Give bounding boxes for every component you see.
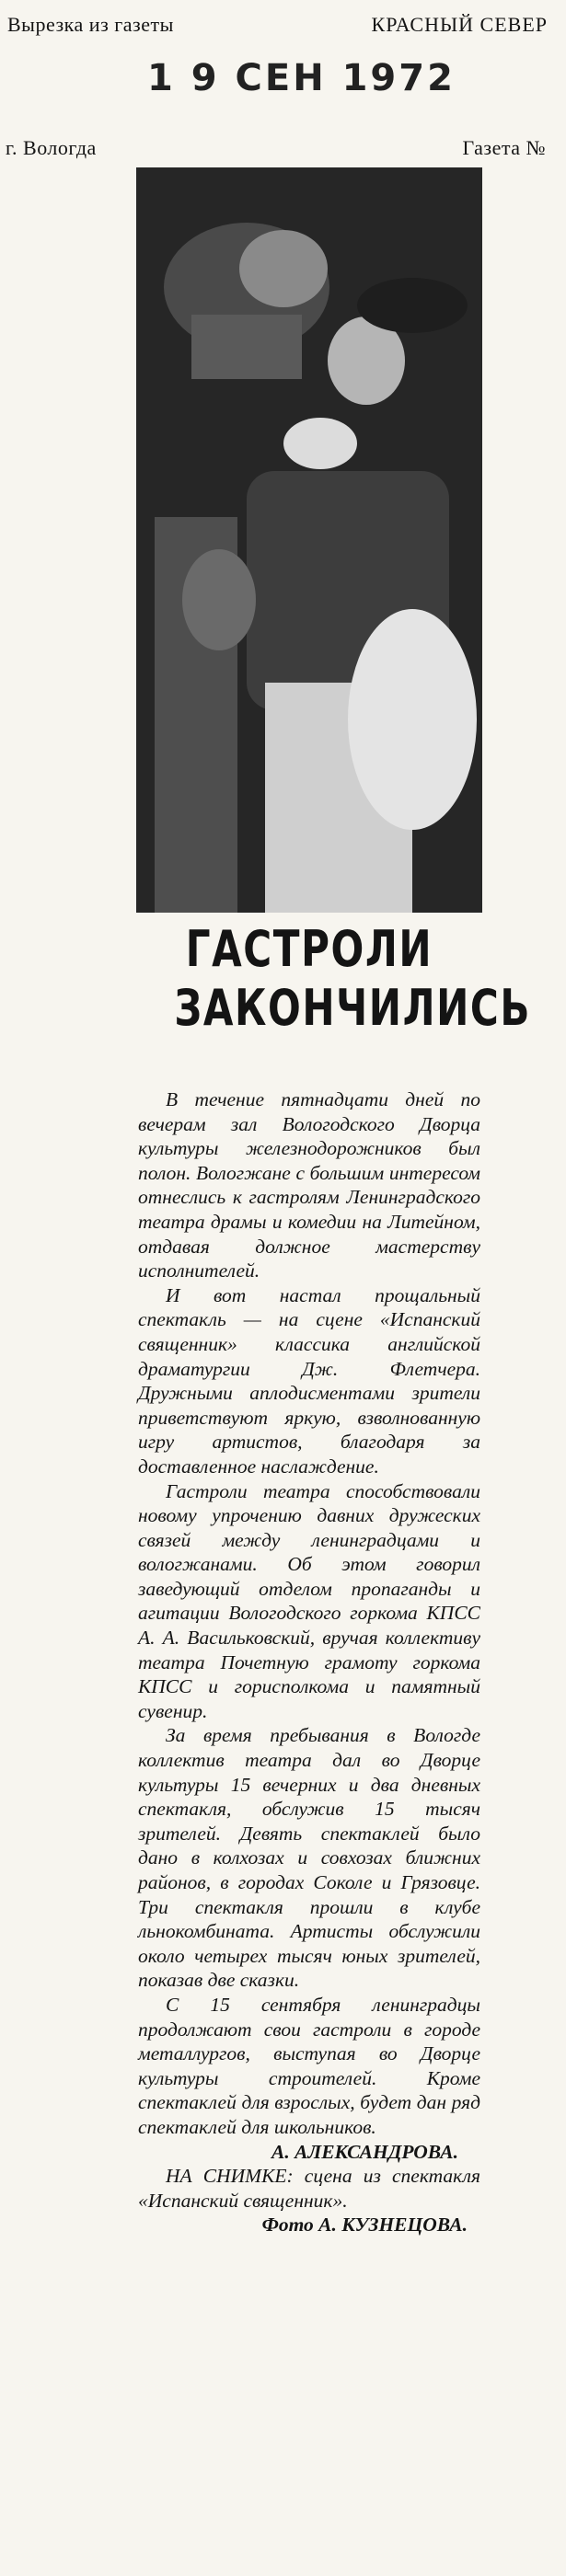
newspaper-name: КРАСНЫЙ СЕВЕР: [371, 13, 548, 36]
issue-label: Газета №: [462, 136, 546, 159]
article-paragraph: И вот настал прощальный спектакль — на сцене «Испанский священник» классика английской драматургии Дж. Флетчера. Дружными аплодисментами зрители приветствуют яркую, взволнованную игру артистов, благодаря за доставленное наслаждение.: [138, 1283, 480, 1478]
article-headline: [174, 920, 532, 1038]
photo-scene-image: [136, 167, 482, 913]
city-label: г. Вологда: [6, 136, 97, 159]
photo-credit: Фото А. КУЗНЕЦОВА.: [261, 2214, 468, 2237]
article-paragraph: Гастроли театра способствовали новому упрочению давних дружеских связей между ленинградцами и вологжанами. Об этом говорил заведующий отделом пропаганды и агитации Вологодского горкома КПСС А. А. Васильковский, вручая коллективу театра Почетную грамоту горкома КПСС и горисполкома и памятный сувенир.: [138, 1479, 480, 1722]
article-photo: [136, 167, 482, 913]
headline-line-1: ГАСТРОЛИ: [185, 920, 433, 978]
photo-caption: НА СНИМКЕ: сцена из спектакля «Испанский священник».: [138, 2165, 480, 2212]
article-paragraph: За время пребывания в Вологде коллектив театра дал во Дворце культуры 15 вечерних и два дневных спектакля, обслужив 15 тысяч зрителей. Девять спектаклей было дано в колхозах и совхозах ближних районов, в городах Соколе и Грязовце. Три спектакля прошли в клубе льнокомбината. Артисты обслужили около четырех тысяч юных зрителей, показав две сказки.: [138, 1724, 480, 1992]
headline-line-2: ЗАКОНЧИЛИСЬ: [174, 979, 532, 1037]
article-body: [138, 1087, 480, 2237]
clipping-label: Вырезка из газеты: [7, 13, 174, 36]
article-paragraph: С 15 сентября ленинградцы продолжают свои гастроли в городе металлургов, выступая во Дворце культуры строителей. Кроме спектаклей для взрослых, будет дан ряд спектаклей для школьников.: [138, 1993, 480, 2138]
date-stamp: 1 9 СЕН 1972: [147, 57, 456, 99]
article-author: А. АЛЕКСАНДРОВА.: [271, 2140, 458, 2163]
article-paragraph: В течение пятнадцати дней по вечерам зал Вологодского Дворца культуры железнодорожников был полон. Вологжане с большим интересом отнеслись к гастролям Ленинградского театра драмы и комедии на Литейном, отдавая должное мастерству исполнителей.: [138, 1088, 480, 1282]
